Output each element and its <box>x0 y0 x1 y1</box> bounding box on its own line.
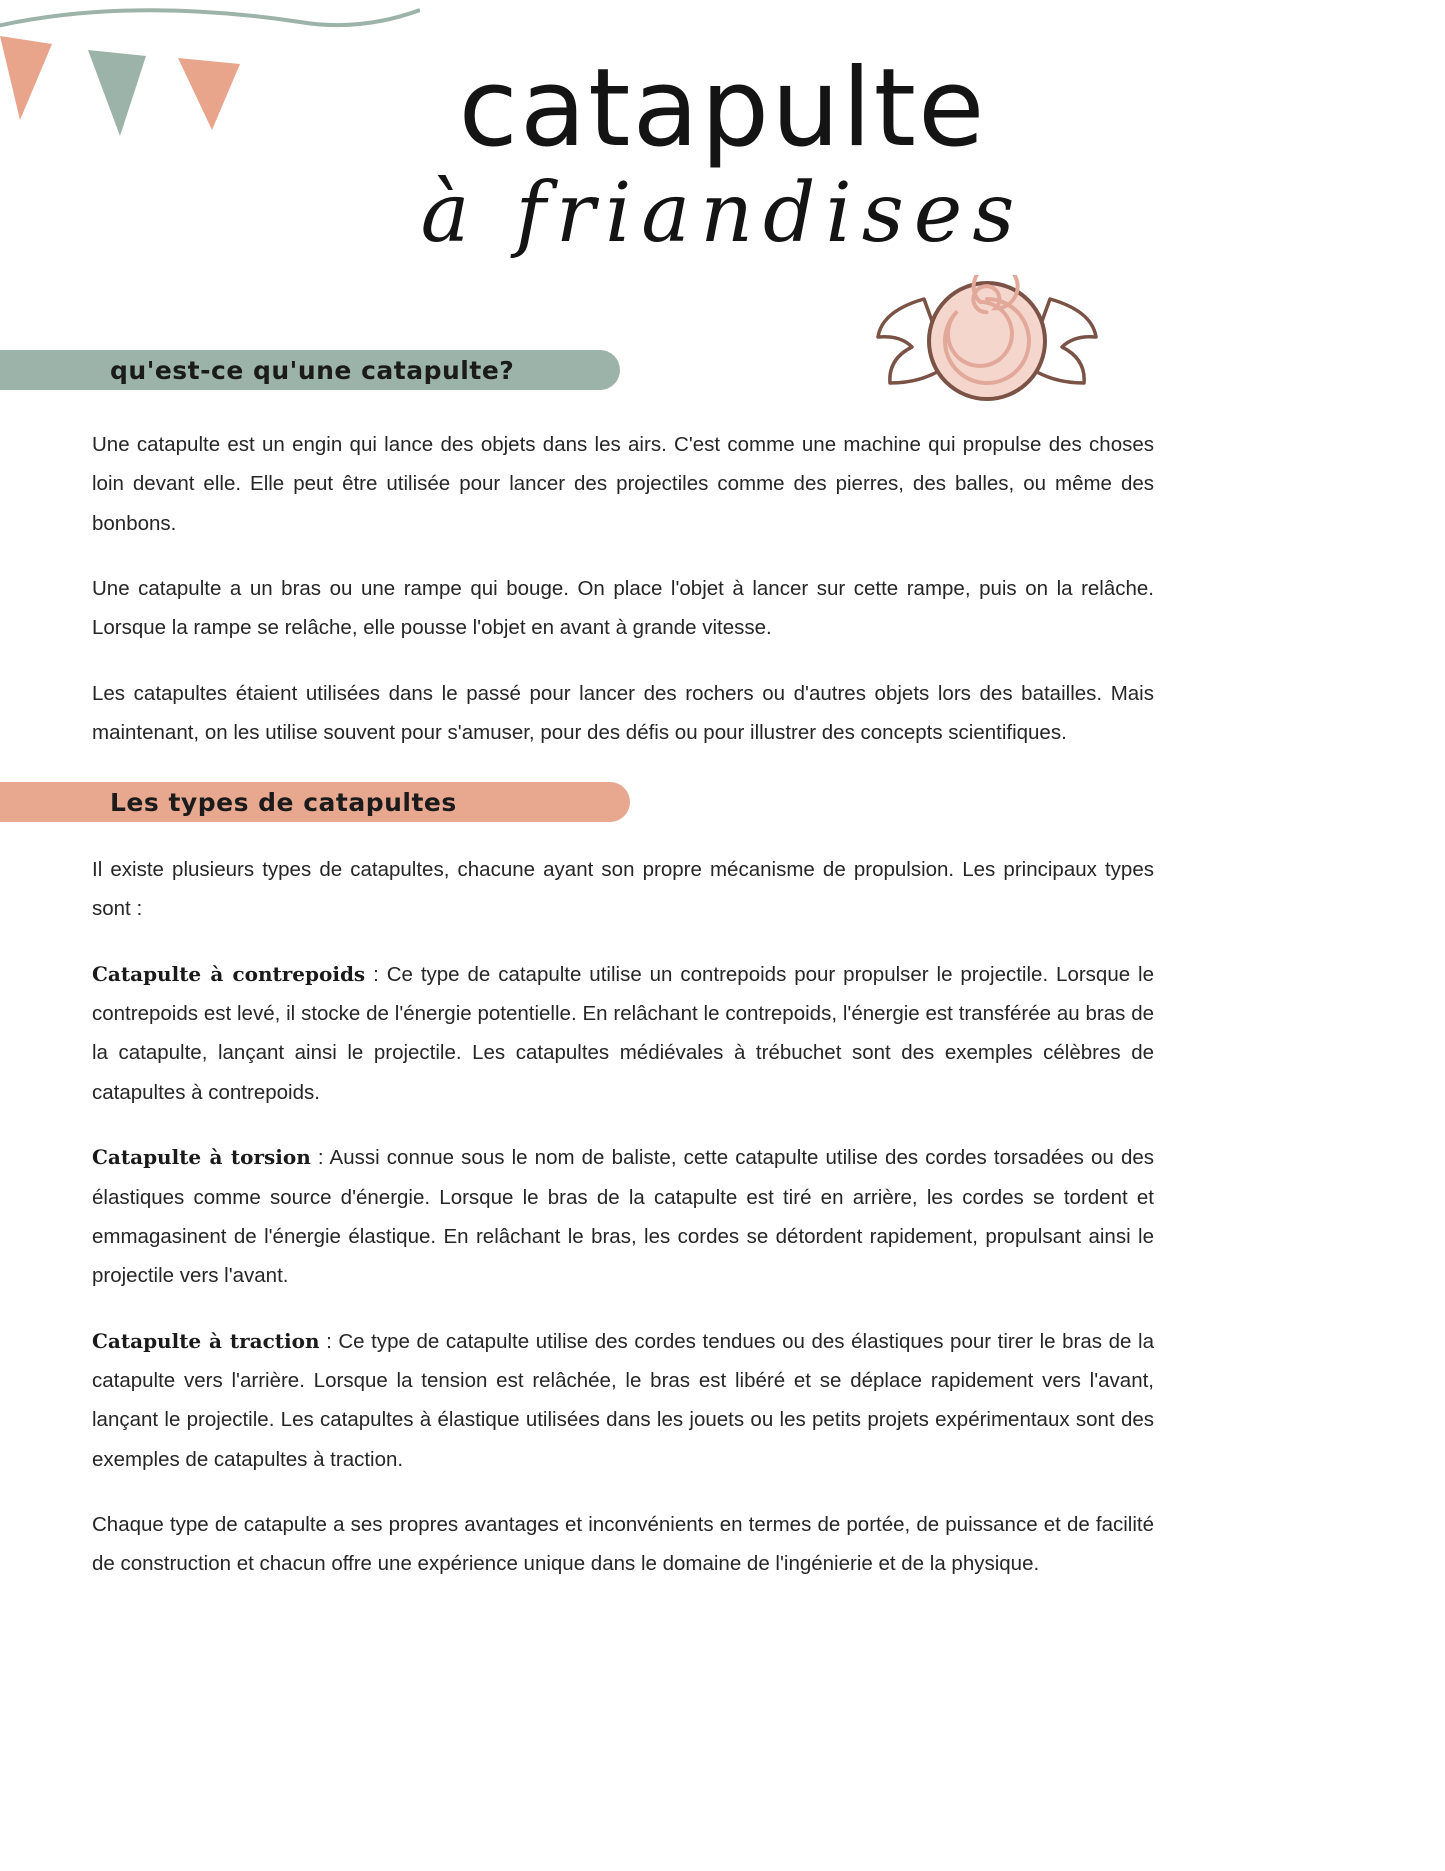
type-term: Catapulte à traction <box>92 1328 320 1353</box>
type-description: : Ce type de catapulte utilise des cordes tendues ou des élastiques pour tirer le bras de la catapulte vers l'arrière. Lorsque la tension est relâchée, le bras est libéré et se déplace rapidement vers l'avant, lançant le projectile. Les catapultes à élastique utilisées dans les jouets ou les petits projets expérimentaux sont des exemples de catapultes à traction. <box>92 1329 1154 1471</box>
page-title-block <box>0 46 1445 261</box>
type-item <box>92 955 1154 1112</box>
paragraph: Une catapulte est un engin qui lance des objets dans les airs. C'est comme une machine qui propulse des choses loin devant elle. Elle peut être utilisée pour lancer des projectiles comme des pierres, des balles, ou même des bonbons. <box>92 433 1154 535</box>
page-subtitle: à friandises <box>420 166 1025 261</box>
type-description: : Aussi connue sous le nom de baliste, cette catapulte utilise des cordes torsadées ou des élastiques comme source d'énergie. Lorsque le bras de la catapulte est tiré en arrière, les cordes se tordent et emmagasinent de l'énergie élastique. En relâchant le bras, les cordes se détordent rapidement, propulsant ainsi le projectile vers l'avant. <box>92 1146 1154 1288</box>
candy-icon <box>862 275 1112 410</box>
type-term: Catapulte à torsion <box>92 1145 311 1170</box>
type-description: : Ce type de catapulte utilise un contrepoids pour propulser le projectile. Lorsque le contrepoids est levé, il stocke de l'énergie potentielle. En relâchant le contrepoids, l'énergie est transférée au bras de la catapulte, lançant ainsi le projectile. Les catapultes médiévales à trébuchet sont des exemples célèbres de catapultes à contrepoids. <box>92 962 1154 1104</box>
type-term: Catapulte à contrepoids <box>92 961 366 986</box>
section-banner-what-is-catapult <box>0 350 620 390</box>
paragraph: Les catapultes étaient utilisées dans le passé pour lancer des rochers ou d'autres objets lors des batailles. Mais maintenant, on les utilise souvent pour s'amuser, pour des défis ou pour illustrer des concepts scientifiques. <box>92 681 1154 745</box>
section-banner-label: Les types de catapultes <box>110 787 457 817</box>
paragraph: Une catapulte a un bras ou une rampe qui bouge. On place l'objet à lancer sur cette rampe, puis on la relâche. Lorsque la rampe se relâche, elle pousse l'objet en avant à grande vitesse. <box>92 577 1154 640</box>
section-banner-label: qu'est-ce qu'une catapulte? <box>110 355 515 385</box>
section-content-what-is-catapult <box>92 425 1154 753</box>
page-title: catapulte <box>458 46 987 171</box>
paragraph-intro: Il existe plusieurs types de catapultes, chacune ayant son propre mécanisme de propulsion. Les principaux types sont : <box>92 858 1154 921</box>
type-item <box>92 1138 1154 1295</box>
section-content-catapult-types <box>92 850 1154 1584</box>
type-item <box>92 1322 1154 1479</box>
section-banner-catapult-types <box>0 782 630 822</box>
paragraph-outro: Chaque type de catapulte a ses propres avantages et inconvénients en termes de portée, de puissance et de facilité de construction et chacun offre une expérience unique dans le domaine de l'ingénierie et de la physique. <box>92 1513 1154 1576</box>
